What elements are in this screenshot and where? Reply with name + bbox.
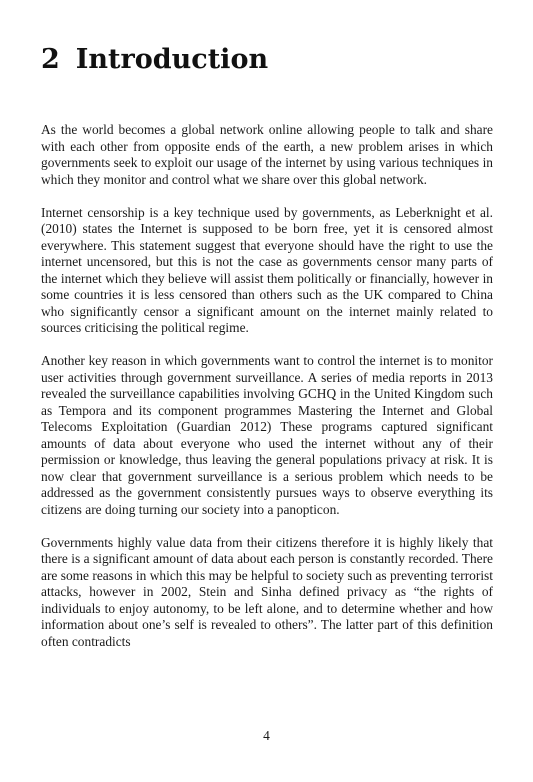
paragraph-1: As the world becomes a global network online allowing people to talk and share with each other from opposite ends of the earth, a new problem arises in which governments seek to exploit our usage of the internet by using various techniques in which they monitor and control what we share over this global network. bbox=[41, 122, 493, 187]
paragraph-2: Internet censorship is a key technique used by governments, as Leberknight et al. (2010) states the Internet is supposed to be born free, yet it is censored almost everywhere. This statement suggest that everyone should have the right to use the internet uncensored, but this is not the case as governments censor many parts of the internet which they believe will assist them politically or financially, however in some countries it is less censored than others such as the UK compared to China who significantly censor a significant amount on the internet mainly related to sources criticising the political regime. bbox=[41, 204, 493, 335]
page-number: 4 bbox=[263, 728, 270, 743]
section-title: Introduction bbox=[75, 44, 269, 75]
body-text bbox=[41, 122, 493, 667]
section-heading bbox=[41, 42, 268, 78]
paragraph-3: Another key reason in which governments want to control the internet is to monitor user activities through government surveillance. A series of media reports in 2013 revealed the surveillance capabilities involving GCHQ in the United Kingdom such as Tempora and its component programmes Mastering the Internet and Global Telecoms Exploitation (Guardian 2012) These programs captured significant amounts of data about everyone who used the internet without any of their permission or knowledge, thus leaving the general populations privacy at risk. It is now clear that government surveillance is a serious problem which needs to be addressed as the government consistently pursues ways to observe everything its citizens are doing turning our society into a panopticon. bbox=[41, 353, 493, 517]
paragraph-4: Governments highly value data from their citizens therefore it is highly likely that there is a significant amount of data about each person is constantly recorded. There are some reasons in which this may be helpful to society such as preventing terrorist attacks, however in 2002, Stein and Sinha defined privacy as “the rights of individuals to enjoy autonomy, to be left alone, and to determine whether and how information about one’s self is revealed to others”. The latter part of this definition often contradicts bbox=[41, 534, 493, 649]
section-number: 2 bbox=[41, 44, 60, 75]
